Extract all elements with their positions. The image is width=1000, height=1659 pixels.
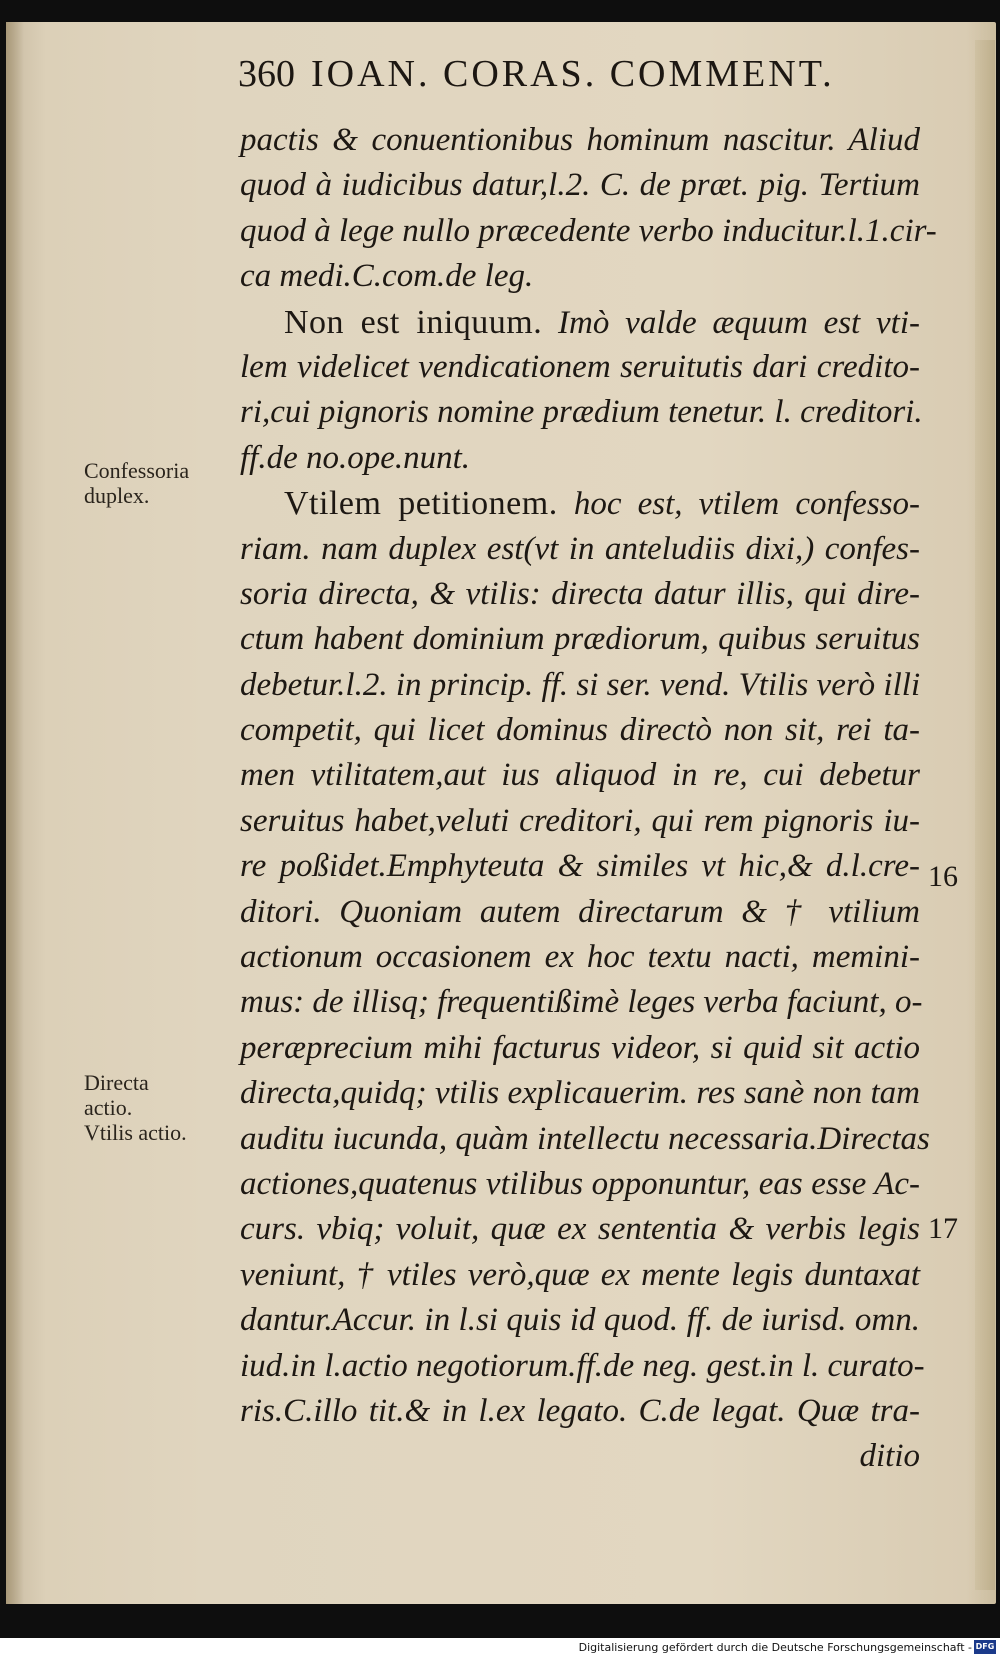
- text-line: ca medi.C.com.de leg.: [240, 258, 534, 295]
- text-line: ris.C.illo tit.& in l.ex legato. C.de legat. Quæ tra-: [240, 1392, 920, 1429]
- text-line: ri,cui pignoris nomine prædium tenetur. l. creditori.: [240, 394, 923, 431]
- text-line: seruitus habet,veluti creditori, qui rem pignoris iu-: [240, 802, 920, 839]
- text-line: quod à lege nullo præcedente verbo inducitur.l.1.cir-: [240, 212, 937, 249]
- text-line: curs. vbiq; voluit, quæ ex sententia & verbis legis: [240, 1211, 920, 1248]
- running-title: IOAN. CORAS. COMMENT.: [311, 53, 835, 95]
- text-line: actionum occasionem ex hoc textu nacti, memini-: [240, 939, 920, 976]
- margin-note-line: duplex.: [84, 483, 150, 508]
- text-line: iud.in l.actio negotiorum.ff.de neg. gest.in l. curato-: [240, 1347, 925, 1384]
- text-span: Imò valde æquum est vti-: [542, 304, 920, 341]
- text-line: dantur.Accur. in l.si quis id quod. ff. de iurisd. omn.: [240, 1302, 920, 1339]
- margin-number: 17: [928, 1212, 958, 1245]
- text-span: hoc est, vtilem confesso-: [557, 486, 921, 523]
- text-line: competit, qui licet dominus directò non sit, rei ta-: [240, 712, 920, 749]
- margin-number: 16: [928, 860, 958, 893]
- body-text: [240, 118, 937, 1480]
- text-line: directa,quidq; vtilis explicauerim. res sanè non tam: [240, 1075, 920, 1112]
- margin-note-line: Directa: [84, 1070, 149, 1095]
- text-line: ctum habent dominium prædiorum, quibus seruitus: [240, 621, 920, 658]
- margin-note-line: Vtilis actio.: [84, 1120, 187, 1145]
- text-line: [240, 300, 920, 345]
- text-line: debetur.l.2. in princip. ff. si ser. vend. Vtilis verò illi: [240, 666, 921, 703]
- lemma: Vtilem petitionem.: [284, 485, 558, 523]
- page-number: 360: [238, 53, 295, 95]
- margin-note: [84, 1070, 149, 1120]
- funding-credit: Digitalisierung gefördert durch die Deutsche Forschungsgemeinschaft -: [578, 1641, 972, 1654]
- text-line: ff.de no.ope.nunt.: [240, 439, 471, 476]
- margin-note: [84, 458, 189, 508]
- margin-note-line: Confessoria: [84, 458, 190, 483]
- text-line: ditori. Quoniam autem directarum & † vtilium: [240, 893, 920, 930]
- text-line: soria directa, & vtilis: directa datur illis, qui dire-: [240, 575, 920, 612]
- text-line: riam. nam duplex est(vt in anteludiis dixi,) confes-: [240, 530, 920, 567]
- text-line: lem videlicet vendicationem seruitutis dari credito-: [240, 348, 920, 385]
- catchword: ditio: [859, 1438, 920, 1475]
- dfg-logo-icon: DFG: [974, 1640, 996, 1654]
- running-head: [238, 52, 878, 96]
- text-line: auditu iucunda, quàm intellectu necessaria.Directas: [240, 1120, 930, 1157]
- margin-note: [84, 1120, 187, 1145]
- lemma: Non est iniquum.: [284, 303, 543, 341]
- text-line: pactis & conuentionibus hominum nascitur. Aliud: [240, 122, 920, 158]
- text-line: re poßidet.Emphyteuta & similes vt hic,& d.l.cre-: [240, 848, 920, 885]
- text-line: veniunt, † vtiles verò,quæ ex mente legis duntaxat: [240, 1256, 920, 1293]
- text-line: mus: de illisq; frequentißimè leges verba faciunt, o-: [240, 984, 923, 1021]
- page-edge: [975, 40, 995, 1590]
- margin-note-line: actio.: [84, 1095, 133, 1120]
- text-line: men vtilitatem,aut ius aliquod in re, cui debetur: [240, 757, 920, 794]
- page-binding-shadow: [6, 22, 24, 1604]
- text-line: [240, 481, 920, 526]
- text-line: peræprecium mihi facturus videor, si quid sit actio: [240, 1029, 920, 1066]
- text-line: quod à iudicibus datur,l.2. C. de præt. pig. Tertium: [240, 167, 920, 204]
- text-line: actiones,quatenus vtilibus opponuntur, eas esse Ac-: [240, 1165, 920, 1202]
